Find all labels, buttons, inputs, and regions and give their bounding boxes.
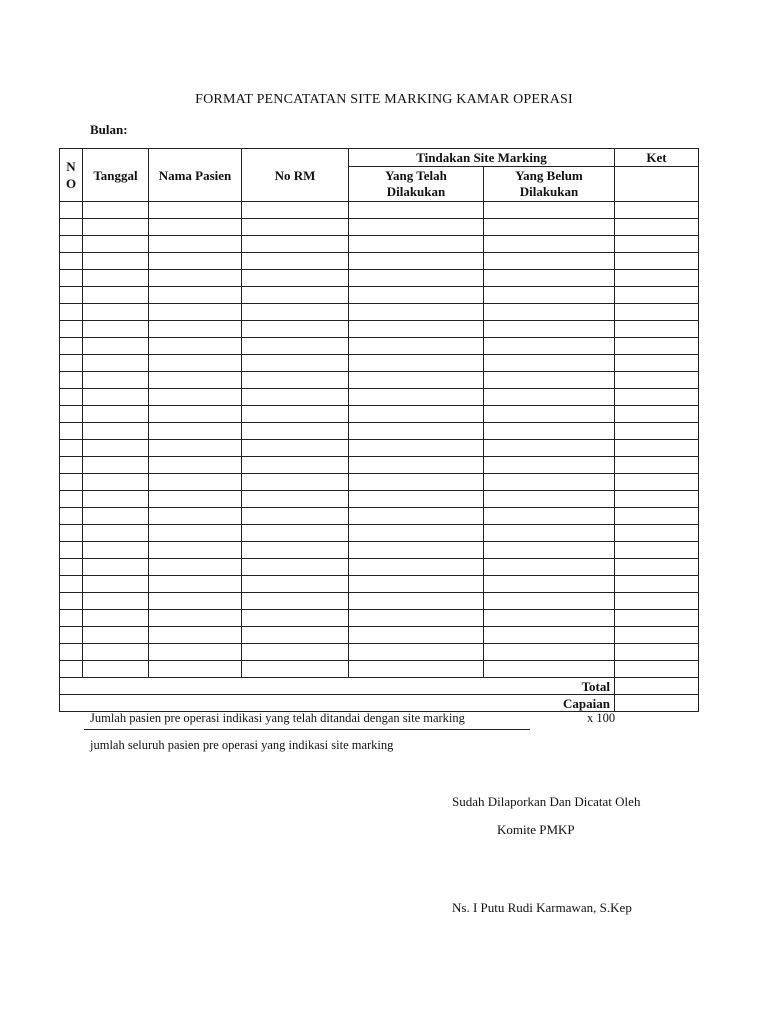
table-cell bbox=[349, 372, 484, 389]
table-cell bbox=[60, 287, 83, 304]
table-cell bbox=[242, 610, 349, 627]
table-cell bbox=[83, 491, 149, 508]
formula-numerator: Jumlah pasien pre operasi indikasi yang telah ditandai dengan site marking bbox=[90, 711, 465, 725]
table-cell bbox=[615, 338, 699, 355]
table-cell bbox=[615, 270, 699, 287]
table-cell bbox=[83, 389, 149, 406]
table-cell bbox=[615, 593, 699, 610]
table-cell bbox=[149, 287, 242, 304]
header-no bbox=[60, 149, 83, 202]
table-cell bbox=[242, 389, 349, 406]
table-cell bbox=[83, 202, 149, 219]
table-cell bbox=[615, 304, 699, 321]
table-cell bbox=[149, 304, 242, 321]
table-cell bbox=[615, 627, 699, 644]
table-cell bbox=[242, 202, 349, 219]
table-row bbox=[60, 457, 699, 474]
table-cell bbox=[242, 661, 349, 678]
table-cell bbox=[60, 304, 83, 321]
table-cell bbox=[60, 389, 83, 406]
table-cell bbox=[60, 219, 83, 236]
table-cell bbox=[242, 576, 349, 593]
capaian-row bbox=[60, 695, 699, 712]
table-cell bbox=[615, 236, 699, 253]
table-cell bbox=[349, 610, 484, 627]
header-tanggal: Tanggal bbox=[83, 149, 149, 202]
table-cell bbox=[484, 508, 615, 525]
table-cell bbox=[349, 253, 484, 270]
table-row bbox=[60, 508, 699, 525]
table-cell bbox=[242, 491, 349, 508]
table-cell bbox=[349, 202, 484, 219]
table-cell bbox=[349, 542, 484, 559]
table-cell bbox=[615, 644, 699, 661]
table-cell bbox=[349, 440, 484, 457]
table-cell bbox=[83, 440, 149, 457]
table-cell bbox=[349, 491, 484, 508]
table-cell bbox=[349, 508, 484, 525]
table-cell bbox=[60, 644, 83, 661]
table-cell bbox=[60, 440, 83, 457]
table-cell bbox=[484, 440, 615, 457]
table-cell bbox=[149, 508, 242, 525]
table-cell bbox=[149, 406, 242, 423]
table-cell bbox=[83, 406, 149, 423]
signature-committee: Komite PMKP bbox=[497, 822, 575, 837]
table-cell bbox=[484, 661, 615, 678]
table-cell bbox=[484, 559, 615, 576]
table-cell bbox=[484, 457, 615, 474]
table-cell bbox=[149, 559, 242, 576]
table-cell bbox=[60, 661, 83, 678]
site-marking-table bbox=[59, 148, 699, 712]
table-cell bbox=[242, 270, 349, 287]
table-cell bbox=[242, 287, 349, 304]
table-cell bbox=[83, 559, 149, 576]
table-cell bbox=[83, 627, 149, 644]
table-row bbox=[60, 372, 699, 389]
signature-name: Ns. I Putu Rudi Karmawan, S.Kep bbox=[452, 900, 632, 915]
table-cell bbox=[83, 542, 149, 559]
table-cell bbox=[60, 508, 83, 525]
table-cell bbox=[242, 508, 349, 525]
table-cell bbox=[484, 406, 615, 423]
header-ket-blank bbox=[615, 166, 699, 201]
table-cell bbox=[349, 406, 484, 423]
table-cell bbox=[60, 423, 83, 440]
header-ket: Ket bbox=[615, 149, 699, 167]
table-cell bbox=[149, 270, 242, 287]
table-cell bbox=[242, 355, 349, 372]
table-cell bbox=[83, 644, 149, 661]
table-cell bbox=[615, 559, 699, 576]
table-cell bbox=[484, 304, 615, 321]
table-cell bbox=[149, 440, 242, 457]
table-cell bbox=[242, 627, 349, 644]
table-cell bbox=[615, 389, 699, 406]
header-yang-telah-label: Yang Telah Dilakukan bbox=[385, 167, 447, 199]
table-cell bbox=[149, 338, 242, 355]
table-cell bbox=[484, 355, 615, 372]
table-row bbox=[60, 406, 699, 423]
table-cell bbox=[349, 321, 484, 338]
table-cell bbox=[615, 661, 699, 678]
table-cell bbox=[615, 474, 699, 491]
header-nama-pasien: Nama Pasien bbox=[149, 149, 242, 202]
table-cell bbox=[242, 525, 349, 542]
table-cell bbox=[83, 236, 149, 253]
table-row bbox=[60, 389, 699, 406]
header-no-rm: No RM bbox=[242, 149, 349, 202]
table-row bbox=[60, 253, 699, 270]
table-cell bbox=[83, 661, 149, 678]
table-cell bbox=[615, 576, 699, 593]
table-cell bbox=[484, 219, 615, 236]
table-row bbox=[60, 491, 699, 508]
table-cell bbox=[242, 440, 349, 457]
table-row bbox=[60, 304, 699, 321]
table-cell bbox=[83, 287, 149, 304]
table-cell bbox=[242, 406, 349, 423]
table-cell bbox=[60, 270, 83, 287]
table-cell bbox=[83, 338, 149, 355]
table-cell bbox=[484, 474, 615, 491]
table-cell bbox=[83, 253, 149, 270]
table-cell bbox=[83, 355, 149, 372]
table-cell bbox=[83, 457, 149, 474]
header-tindakan-site-marking: Tindakan Site Marking bbox=[349, 149, 615, 167]
table-cell bbox=[242, 321, 349, 338]
table-cell bbox=[615, 219, 699, 236]
table-cell bbox=[60, 491, 83, 508]
table-cell bbox=[60, 593, 83, 610]
table-cell bbox=[484, 389, 615, 406]
table-cell bbox=[149, 372, 242, 389]
table-cell bbox=[149, 576, 242, 593]
table-cell bbox=[149, 202, 242, 219]
total-value-cell bbox=[615, 678, 699, 695]
table-row bbox=[60, 576, 699, 593]
table-cell bbox=[349, 287, 484, 304]
table-cell bbox=[349, 423, 484, 440]
header-no-label: N O bbox=[65, 159, 77, 191]
header-row-1 bbox=[60, 149, 699, 167]
table-row bbox=[60, 202, 699, 219]
table-cell bbox=[60, 406, 83, 423]
table-cell bbox=[60, 474, 83, 491]
table-cell bbox=[615, 457, 699, 474]
table-cell bbox=[349, 474, 484, 491]
table-row bbox=[60, 423, 699, 440]
table-cell bbox=[615, 440, 699, 457]
table-cell bbox=[242, 474, 349, 491]
table-cell bbox=[83, 474, 149, 491]
table-cell bbox=[615, 423, 699, 440]
table-cell bbox=[484, 372, 615, 389]
table-cell bbox=[149, 321, 242, 338]
header-yang-telah bbox=[349, 166, 484, 201]
table-cell bbox=[615, 525, 699, 542]
bulan-label: Bulan: bbox=[90, 122, 128, 137]
table-cell bbox=[615, 542, 699, 559]
total-row bbox=[60, 678, 699, 695]
table-cell bbox=[484, 253, 615, 270]
table-cell bbox=[83, 270, 149, 287]
table-row bbox=[60, 627, 699, 644]
table-cell bbox=[615, 372, 699, 389]
table-cell bbox=[83, 593, 149, 610]
table-cell bbox=[242, 304, 349, 321]
table-row bbox=[60, 661, 699, 678]
table-cell bbox=[615, 491, 699, 508]
table-cell bbox=[83, 321, 149, 338]
capaian-label: Capaian bbox=[60, 695, 615, 712]
table-cell bbox=[615, 406, 699, 423]
table-row bbox=[60, 559, 699, 576]
table-cell bbox=[60, 457, 83, 474]
table-cell bbox=[349, 593, 484, 610]
table-cell bbox=[242, 372, 349, 389]
table-row bbox=[60, 593, 699, 610]
table-cell bbox=[242, 236, 349, 253]
table-cell bbox=[484, 525, 615, 542]
table-row bbox=[60, 644, 699, 661]
table-cell bbox=[83, 525, 149, 542]
table-cell bbox=[484, 610, 615, 627]
table-cell bbox=[60, 321, 83, 338]
table-cell bbox=[149, 474, 242, 491]
table-cell bbox=[149, 627, 242, 644]
capaian-value-cell bbox=[615, 695, 699, 712]
table-cell bbox=[83, 508, 149, 525]
table-cell bbox=[484, 270, 615, 287]
table-cell bbox=[149, 610, 242, 627]
table-cell bbox=[349, 236, 484, 253]
table-cell bbox=[60, 525, 83, 542]
table-cell bbox=[349, 304, 484, 321]
table-cell bbox=[349, 219, 484, 236]
table-row bbox=[60, 287, 699, 304]
table-cell bbox=[349, 457, 484, 474]
table-row bbox=[60, 338, 699, 355]
table-cell bbox=[484, 576, 615, 593]
formula-multiplier: x 100 bbox=[587, 711, 616, 725]
table-cell bbox=[615, 287, 699, 304]
table-cell bbox=[83, 576, 149, 593]
table-cell bbox=[484, 423, 615, 440]
table-cell bbox=[149, 644, 242, 661]
table-cell bbox=[83, 219, 149, 236]
table-cell bbox=[242, 338, 349, 355]
table-cell bbox=[60, 542, 83, 559]
table-cell bbox=[149, 236, 242, 253]
table-row bbox=[60, 270, 699, 287]
table-cell bbox=[484, 338, 615, 355]
table-row bbox=[60, 219, 699, 236]
table-row bbox=[60, 321, 699, 338]
table-cell bbox=[484, 627, 615, 644]
table-cell bbox=[349, 355, 484, 372]
table-body bbox=[60, 202, 699, 712]
table-cell bbox=[349, 644, 484, 661]
table-cell bbox=[242, 644, 349, 661]
table-cell bbox=[149, 525, 242, 542]
table-cell bbox=[149, 542, 242, 559]
table-cell bbox=[149, 491, 242, 508]
table-cell bbox=[615, 610, 699, 627]
table-cell bbox=[60, 576, 83, 593]
table-cell bbox=[349, 338, 484, 355]
table-cell bbox=[83, 423, 149, 440]
table-cell bbox=[60, 202, 83, 219]
table-cell bbox=[349, 389, 484, 406]
header-yang-belum-label: Yang Belum Dilakukan bbox=[515, 167, 583, 199]
table-row bbox=[60, 440, 699, 457]
table-cell bbox=[60, 610, 83, 627]
table-cell bbox=[242, 542, 349, 559]
table-row bbox=[60, 610, 699, 627]
table-cell bbox=[349, 270, 484, 287]
table-cell bbox=[242, 559, 349, 576]
table-cell bbox=[83, 372, 149, 389]
table-row bbox=[60, 525, 699, 542]
table-cell bbox=[242, 219, 349, 236]
table-cell bbox=[149, 355, 242, 372]
table-cell bbox=[484, 287, 615, 304]
table-cell bbox=[242, 253, 349, 270]
fraction-line bbox=[84, 729, 530, 730]
table-cell bbox=[615, 253, 699, 270]
table-cell bbox=[349, 525, 484, 542]
table-cell bbox=[60, 559, 83, 576]
table-row bbox=[60, 236, 699, 253]
table-cell bbox=[615, 202, 699, 219]
table-cell bbox=[149, 661, 242, 678]
table-cell bbox=[60, 372, 83, 389]
table-cell bbox=[484, 644, 615, 661]
table-cell bbox=[484, 202, 615, 219]
table-cell bbox=[60, 253, 83, 270]
table-cell bbox=[60, 627, 83, 644]
table-row bbox=[60, 474, 699, 491]
table-cell bbox=[60, 236, 83, 253]
table-row bbox=[60, 355, 699, 372]
table-cell bbox=[615, 508, 699, 525]
table-cell bbox=[615, 321, 699, 338]
table-cell bbox=[83, 304, 149, 321]
table-cell bbox=[349, 576, 484, 593]
table-cell bbox=[615, 355, 699, 372]
total-label: Total bbox=[60, 678, 615, 695]
table-cell bbox=[149, 389, 242, 406]
table-cell bbox=[149, 253, 242, 270]
table-cell bbox=[242, 457, 349, 474]
table-cell bbox=[349, 661, 484, 678]
document-title: FORMAT PENCATATAN SITE MARKING KAMAR OPERASI bbox=[195, 92, 573, 107]
table-cell bbox=[484, 593, 615, 610]
formula-denominator: jumlah seluruh pasien pre operasi yang indikasi site marking bbox=[90, 738, 394, 752]
table-cell bbox=[484, 236, 615, 253]
table-cell bbox=[484, 321, 615, 338]
table-cell bbox=[349, 559, 484, 576]
table-cell bbox=[242, 593, 349, 610]
header-yang-belum bbox=[484, 166, 615, 201]
table-cell bbox=[242, 423, 349, 440]
table-cell bbox=[484, 491, 615, 508]
table-cell bbox=[149, 423, 242, 440]
table-row bbox=[60, 542, 699, 559]
table-cell bbox=[149, 457, 242, 474]
table-cell bbox=[60, 355, 83, 372]
table-cell bbox=[60, 338, 83, 355]
table-cell bbox=[149, 219, 242, 236]
table-cell bbox=[83, 610, 149, 627]
table-cell bbox=[149, 593, 242, 610]
signature-reported-by: Sudah Dilaporkan Dan Dicatat Oleh bbox=[452, 794, 641, 809]
table-cell bbox=[349, 627, 484, 644]
table-cell bbox=[484, 542, 615, 559]
